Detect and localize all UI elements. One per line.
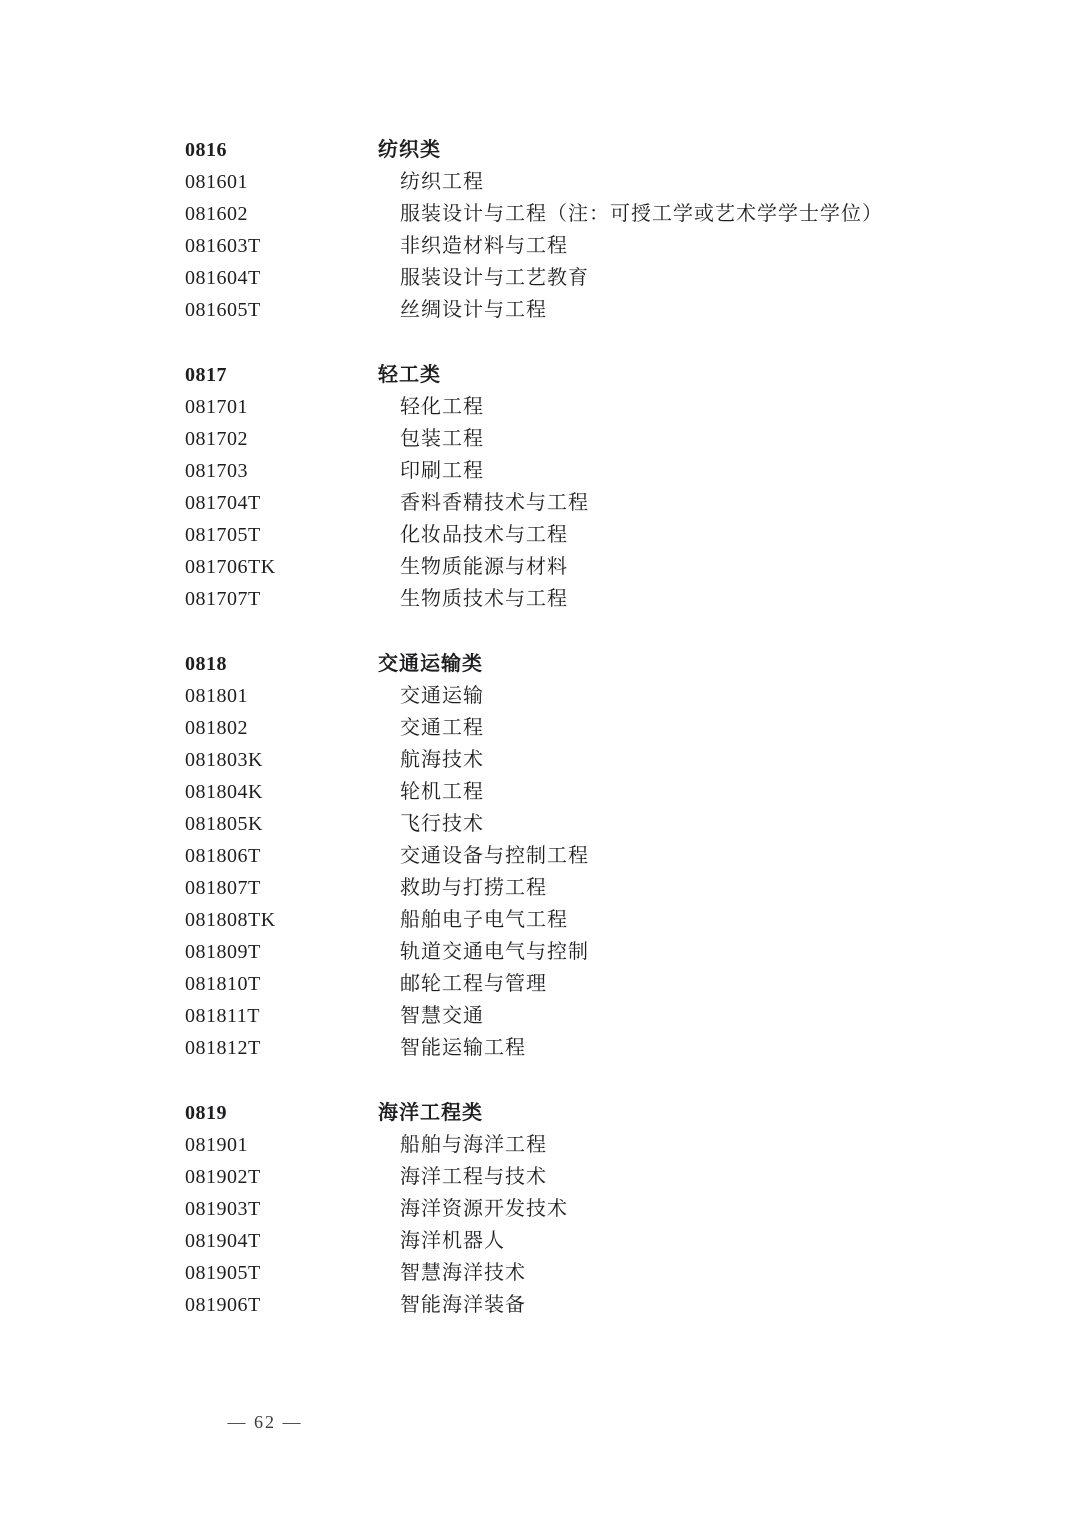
major-row — [185, 294, 1005, 326]
major-category-section — [185, 359, 1005, 615]
major-name: 化妆品技术与工程 — [400, 524, 568, 546]
major-row — [185, 583, 1005, 615]
major-code: 081901 — [185, 1134, 248, 1156]
major-row — [185, 551, 1005, 583]
major-row — [185, 1257, 1005, 1289]
major-name: 交通设备与控制工程 — [400, 845, 589, 867]
category-title: 海洋工程类 — [378, 1102, 483, 1124]
major-name: 救助与打捞工程 — [400, 877, 547, 899]
major-catalog-list — [185, 134, 1005, 1321]
major-row — [185, 1161, 1005, 1193]
major-code: 081903T — [185, 1198, 261, 1220]
major-name: 香料香精技术与工程 — [400, 492, 589, 514]
major-name: 服装设计与工程（注：可授工学或艺术学学士学位） — [400, 203, 883, 225]
major-name: 交通运输 — [400, 685, 484, 707]
major-row — [185, 872, 1005, 904]
page-number: — 62 — — [227, 1412, 303, 1432]
major-row — [185, 1129, 1005, 1161]
major-name: 生物质能源与材料 — [400, 556, 568, 578]
major-code: 081704T — [185, 492, 261, 514]
major-name: 海洋机器人 — [400, 1230, 505, 1252]
major-row — [185, 487, 1005, 519]
major-code: 081703 — [185, 460, 248, 482]
category-title: 纺织类 — [378, 139, 441, 161]
major-name: 轻化工程 — [400, 396, 484, 418]
major-category-section — [185, 134, 1005, 326]
major-name: 航海技术 — [400, 749, 484, 771]
major-row — [185, 423, 1005, 455]
major-code: 081804K — [185, 781, 263, 803]
major-row — [185, 1225, 1005, 1257]
major-code: 081805K — [185, 813, 263, 835]
major-code: 081603T — [185, 235, 261, 257]
major-row — [185, 455, 1005, 487]
major-category-section — [185, 1097, 1005, 1321]
major-code: 081906T — [185, 1294, 261, 1316]
major-row — [185, 1193, 1005, 1225]
major-row — [185, 198, 1005, 230]
major-code: 081902T — [185, 1166, 261, 1188]
major-name: 非织造材料与工程 — [400, 235, 568, 257]
major-row — [185, 166, 1005, 198]
category-header-row — [185, 359, 1005, 391]
major-name: 交通工程 — [400, 717, 484, 739]
major-category-section — [185, 648, 1005, 1064]
major-row — [185, 904, 1005, 936]
major-name: 智慧海洋技术 — [400, 1262, 526, 1284]
major-row — [185, 936, 1005, 968]
category-title: 交通运输类 — [378, 653, 483, 675]
major-row — [185, 1289, 1005, 1321]
major-name: 印刷工程 — [400, 460, 484, 482]
major-name: 船舶与海洋工程 — [400, 1134, 547, 1156]
major-code: 081905T — [185, 1262, 261, 1284]
category-header-row — [185, 134, 1005, 166]
major-row — [185, 840, 1005, 872]
major-code: 081812T — [185, 1037, 261, 1059]
major-name: 智能海洋装备 — [400, 1294, 526, 1316]
major-row — [185, 519, 1005, 551]
major-row — [185, 712, 1005, 744]
category-code: 0819 — [185, 1102, 227, 1124]
major-code: 081807T — [185, 877, 261, 899]
major-code: 081809T — [185, 941, 261, 963]
major-name: 船舶电子电气工程 — [400, 909, 568, 931]
major-row — [185, 230, 1005, 262]
major-code: 081810T — [185, 973, 261, 995]
major-code: 081803K — [185, 749, 263, 771]
page-footer — [205, 1410, 325, 1434]
major-name: 丝绸设计与工程 — [400, 299, 547, 321]
major-code: 081701 — [185, 396, 248, 418]
category-code: 0816 — [185, 139, 227, 161]
major-name: 海洋工程与技术 — [400, 1166, 547, 1188]
major-name: 智慧交通 — [400, 1005, 484, 1027]
major-code: 081806T — [185, 845, 261, 867]
major-name: 海洋资源开发技术 — [400, 1198, 568, 1220]
major-row — [185, 391, 1005, 423]
major-row — [185, 968, 1005, 1000]
major-code: 081705T — [185, 524, 261, 546]
major-row — [185, 808, 1005, 840]
major-code: 081601 — [185, 171, 248, 193]
major-code: 081605T — [185, 299, 261, 321]
major-row — [185, 776, 1005, 808]
major-row — [185, 1000, 1005, 1032]
major-row — [185, 262, 1005, 294]
major-code: 081811T — [185, 1005, 260, 1027]
major-row — [185, 744, 1005, 776]
major-code: 081706TK — [185, 556, 276, 578]
major-code: 081904T — [185, 1230, 261, 1252]
major-row — [185, 1032, 1005, 1064]
category-header-row — [185, 648, 1005, 680]
major-code: 081808TK — [185, 909, 276, 931]
category-title: 轻工类 — [378, 364, 441, 386]
major-name: 飞行技术 — [400, 813, 484, 835]
major-name: 智能运输工程 — [400, 1037, 526, 1059]
major-name: 邮轮工程与管理 — [400, 973, 547, 995]
major-row — [185, 680, 1005, 712]
major-name: 轮机工程 — [400, 781, 484, 803]
major-code: 081604T — [185, 267, 261, 289]
major-code: 081801 — [185, 685, 248, 707]
major-name: 轨道交通电气与控制 — [400, 941, 589, 963]
major-name: 包装工程 — [400, 428, 484, 450]
major-code: 081707T — [185, 588, 261, 610]
major-name: 服装设计与工艺教育 — [400, 267, 589, 289]
category-header-row — [185, 1097, 1005, 1129]
major-name: 生物质技术与工程 — [400, 588, 568, 610]
major-code: 081702 — [185, 428, 248, 450]
major-code: 081602 — [185, 203, 248, 225]
category-code: 0817 — [185, 364, 227, 386]
major-code: 081802 — [185, 717, 248, 739]
category-code: 0818 — [185, 653, 227, 675]
major-name: 纺织工程 — [400, 171, 484, 193]
